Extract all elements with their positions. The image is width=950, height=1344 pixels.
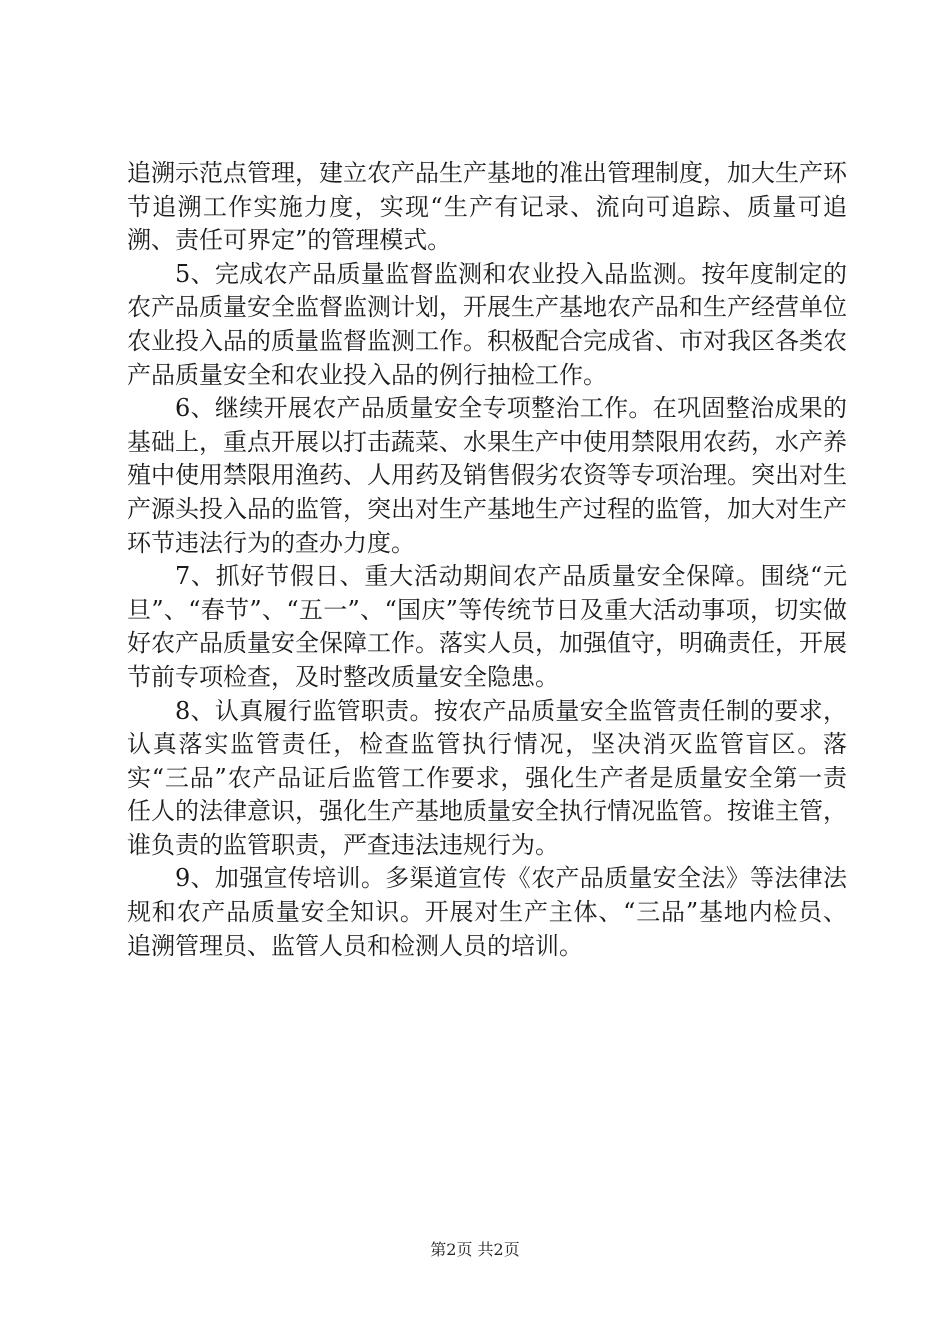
page-footer: 第2页 共2页 xyxy=(430,1240,520,1259)
paragraph-item-7: 7、抓好节假日、重大活动期间农产品质量安全保障。围绕“元旦”、“春节”、“五一”、“国庆”等传统节日及重大活动事项，切实做好农产品质量安全保障工作。落实人员，加强值守，明确责任，开展节前专项检查，及时整改质量安全隐患。 xyxy=(127,562,847,691)
paragraph-continuation: 追溯示范点管理，建立农产品生产基地的准出管理制度，加大生产环节追溯工作实施力度，实现“生产有记录、流向可追踪、质量可追溯、责任可界定”的管理模式。 xyxy=(127,159,847,255)
paragraph-item-5: 5、完成农产品质量监督监测和农业投入品监测。按年度制定的农产品质量安全监督监测计划，开展生产基地农产品和生产经营单位农业投入品的质量监督监测工作。积极配合完成省、市对我区各类农产品质量安全和农业投入品的例行抽检工作。 xyxy=(127,259,847,389)
paragraph-item-6: 6、继续开展农产品质量安全专项整治工作。在巩固整治成果的基础上，重点开展以打击蔬菜、水果生产中使用禁限用农药，水产养殖中使用禁限用渔药、人用药及销售假劣农资等专项治理。突出对生产源头投入品的监管，突出对生产基地生产过程的监管，加大对生产环节违法行为的查办力度。 xyxy=(127,394,847,557)
paragraph-item-9: 9、加强宣传培训。多渠道宣传《农产品质量安全法》等法律法规和农产品质量安全知识。开展对生产主体、“三品”基地内检员、追溯管理员、监管人员和检测人员的培训。 xyxy=(127,864,847,960)
document-body xyxy=(127,157,847,963)
paragraph-item-8: 8、认真履行监管职责。按农产品质量安全监管责任制的要求，认真落实监管责任，检查监管执行情况，坚决消灭监管盲区。落实“三品”农产品证后监管工作要求，强化生产者是质量安全第一责任人的法律意识，强化生产基地质量安全执行情况监管。按谁主管，谁负责的监管职责，严查违法违规行为。 xyxy=(127,696,847,859)
